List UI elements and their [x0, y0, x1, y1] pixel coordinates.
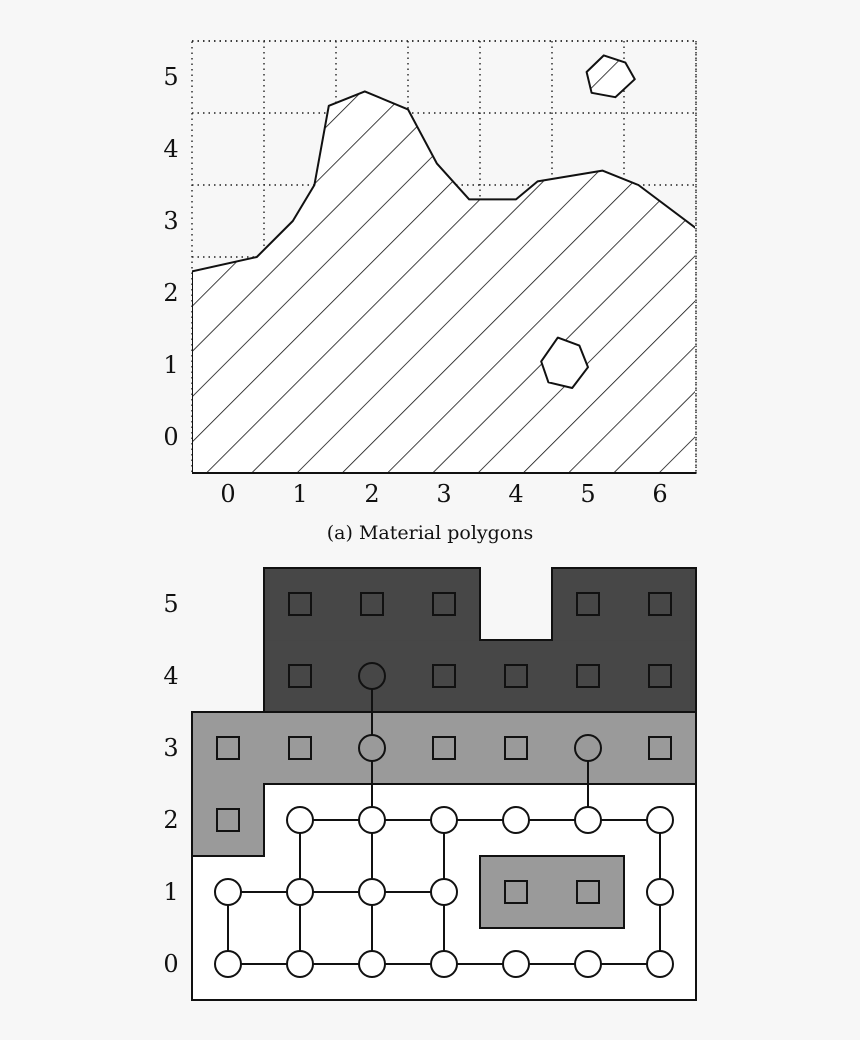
- x-tick-label: 1: [292, 480, 308, 508]
- circle-node: [575, 951, 601, 977]
- circle-node: [575, 735, 601, 761]
- circle-node: [359, 663, 385, 689]
- y-tick-label: 3: [163, 734, 179, 762]
- y-tick-label: 4: [163, 135, 179, 163]
- circle-node: [359, 807, 385, 833]
- square-marker: [649, 737, 671, 759]
- square-marker: [649, 593, 671, 615]
- square-marker: [433, 665, 455, 687]
- circle-node: [575, 807, 601, 833]
- square-marker: [433, 737, 455, 759]
- y-tick-labels: [163, 590, 178, 978]
- circle-node: [503, 951, 529, 977]
- cell-graph-panel: [163, 568, 696, 1001]
- y-tick-label: 1: [163, 878, 179, 906]
- x-tick-label: 2: [364, 480, 380, 508]
- circle-node: [287, 879, 313, 905]
- circle-node: [431, 879, 457, 905]
- circle-node: [647, 879, 673, 905]
- circle-node: [647, 807, 673, 833]
- y-tick-label: 0: [163, 950, 179, 978]
- square-marker: [505, 665, 527, 687]
- circle-node: [287, 807, 313, 833]
- y-tick-label: 4: [163, 662, 179, 690]
- square-marker: [289, 593, 311, 615]
- circle-node: [503, 807, 529, 833]
- square-marker: [433, 593, 455, 615]
- material-polygons-panel: [163, 41, 696, 544]
- y-tick-label: 1: [163, 351, 179, 379]
- square-marker: [649, 665, 671, 687]
- y-tick-label: 0: [163, 423, 179, 451]
- circle-node: [215, 951, 241, 977]
- x-tick-label: 6: [652, 480, 668, 508]
- circle-node: [359, 879, 385, 905]
- y-tick-labels: [163, 63, 178, 451]
- square-marker: [289, 737, 311, 759]
- circle-node: [359, 735, 385, 761]
- x-tick-label: 3: [436, 480, 452, 508]
- material-polygon: [192, 91, 696, 473]
- circle-node: [359, 951, 385, 977]
- square-marker: [217, 809, 239, 831]
- square-marker: [361, 593, 383, 615]
- square-marker: [577, 665, 599, 687]
- circle-node: [287, 951, 313, 977]
- square-marker: [577, 881, 599, 903]
- y-tick-label: 5: [163, 590, 179, 618]
- x-tick-labels: [220, 480, 667, 508]
- square-marker: [577, 593, 599, 615]
- y-tick-label: 3: [163, 207, 179, 235]
- square-marker: [289, 665, 311, 687]
- circle-node: [431, 807, 457, 833]
- x-tick-label: 4: [508, 480, 524, 508]
- island-polygon: [587, 55, 635, 97]
- x-tick-label: 0: [220, 480, 236, 508]
- circle-node: [647, 951, 673, 977]
- circle-node: [431, 951, 457, 977]
- y-tick-label: 2: [163, 279, 179, 307]
- y-tick-label: 2: [163, 806, 179, 834]
- panel-a-caption: (a) Material polygons: [326, 522, 534, 544]
- x-tick-label: 5: [580, 480, 596, 508]
- circle-node: [215, 879, 241, 905]
- square-marker: [505, 881, 527, 903]
- square-marker: [505, 737, 527, 759]
- y-tick-label: 5: [163, 63, 179, 91]
- square-marker: [217, 737, 239, 759]
